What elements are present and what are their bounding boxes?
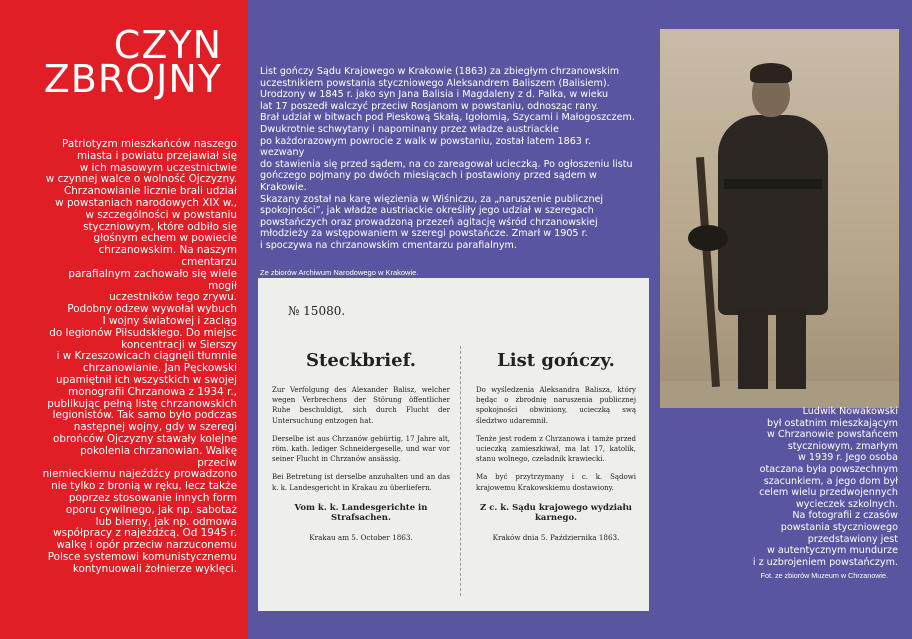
intro-line: publikując pełną listę chrzanowskich bbox=[47, 397, 237, 410]
caption-line: celem wielu przedwojennych bbox=[759, 487, 898, 499]
intro-line: Polsce systemowi komunistycznemu bbox=[47, 550, 237, 563]
intro-line: styczniowym, które odbiło się bbox=[83, 220, 237, 233]
intro-line: w czynnej walce o wolność Ojczyzny. bbox=[45, 173, 237, 186]
polish-column bbox=[476, 350, 636, 542]
title-line-2: ZBROJNY bbox=[43, 57, 222, 101]
intro-line: chrzanowianie. Jan Pęckowski bbox=[82, 362, 237, 375]
hat-shape bbox=[688, 225, 728, 251]
hair-shape bbox=[750, 63, 792, 83]
document-number: № 15080. bbox=[288, 304, 346, 318]
german-signature: Vom k. k. Landesgerichte in Strafsachen. bbox=[294, 502, 428, 523]
german-paragraph: Zur Verfolgung des Alexander Balisz, welcher wegen Verbrechens der Störung öffentlicher Ruhe beschuldigt, sich durch Flucht der Untersuchung entzogen hat. bbox=[272, 386, 450, 425]
caption-line: w autentycznym mundurze bbox=[766, 545, 898, 557]
intro-line: współpracy z najeźdźcą. Od 1945 r. bbox=[53, 527, 237, 540]
intro-line: walkę i opór przeciw narzuconemu bbox=[56, 539, 237, 552]
caption-line: szacunkiem, a jego dom był bbox=[763, 475, 898, 487]
intro-line: i w Krzeszowicach ciągnęli tłumnie bbox=[56, 350, 237, 363]
intro-line: Podobny odzew wywołał wybuch bbox=[67, 303, 237, 316]
story-line: spokojności”, jak władze austriackie określiły jego udział w szeregach bbox=[260, 205, 594, 217]
intro-line: uczestników tego zrywu. bbox=[109, 291, 237, 304]
polish-paragraph: Do wyśledzenia Aleksandra Balisza, który będąc o zbrodnię naruszenia publicznej spokojności obwiniony, ucieczką swą śledztwo udaremnił. bbox=[476, 386, 636, 425]
story-line: powstańczych oraz prowadzoną przezeń agitację wśród chrzanowskiej bbox=[260, 216, 598, 228]
story-line: lat 17 poszedł walczyć przeciw Rosjanom w powstaniu, odnosząc rany. bbox=[260, 100, 599, 112]
story-line: gończego pojmany po dwóch miesiącach i postawiony przed sądem w Krakowie. bbox=[260, 170, 597, 193]
german-paragraph: Derselbe ist aus Chrzanów gebürtig, 17 Jahre alt, röm. kath. lediger Schneidergeselle, und war vor seiner Flucht in Chrzanów ansässig. bbox=[272, 434, 450, 464]
intro-line: koncentracji w Sierszy bbox=[121, 338, 237, 351]
german-paragraph: Bei Betretung ist derselbe anzuhalten und an das k. k. Landesgericht in Krakau zu überliefern. bbox=[272, 473, 450, 492]
story-line: Urodzony w 1845 r. jako syn Jana Balisia i Magdaleny z d. Palka, w wieku bbox=[260, 89, 609, 101]
caption-line: przedstawiony jest bbox=[807, 533, 898, 545]
title-line-1: CZYN bbox=[113, 23, 222, 67]
caption-line: był ostatnim mieszkającym bbox=[766, 417, 898, 429]
coat-shape bbox=[718, 115, 828, 315]
belt-shape bbox=[724, 179, 822, 189]
intro-line: I wojny światowej i zaciąg bbox=[102, 314, 237, 327]
archive-source-note: Ze zbiorów Archiwum Narodowego w Krakowie. bbox=[260, 268, 419, 277]
story-line: List gończy Sądu Krajowego w Krakowie (1863) za zbiegłym chrzanowskim bbox=[260, 66, 620, 77]
polish-signature: Z c. k. Sądu krajowego wydziału karnego. bbox=[480, 502, 632, 523]
polish-heading: List gończy. bbox=[497, 350, 615, 371]
intro-line: miasta i powiatu przejawiał się bbox=[76, 149, 237, 162]
story-line: i spoczywa na chrzanowskim cmentarzu parafialnym. bbox=[260, 239, 517, 251]
intro-line: chrzanowskim. Na naszym cmentarzu bbox=[98, 244, 237, 268]
story-line: Dwukrotnie schwytany i napominany przez władze austriackie bbox=[260, 123, 559, 135]
intro-line: oporu cywilnego, jak np. sabotaż bbox=[65, 503, 237, 516]
section-title bbox=[43, 23, 222, 101]
intro-line: upamiętnił ich wszystkich w swojej bbox=[56, 373, 237, 386]
column-divider bbox=[460, 346, 462, 596]
intro-line: niemieckiemu najeźdźcy prowadzono bbox=[42, 468, 237, 481]
intro-line: w szczególności w powstaniu bbox=[85, 208, 237, 221]
leg-shape bbox=[738, 309, 768, 389]
caption-line: styczniowym, zmarłym bbox=[787, 440, 898, 452]
intro-line: monografii Chrzanowa z 1934 r., bbox=[68, 385, 237, 398]
story-line: Skazany został na karę więzienia w Wiśniczu, za „naruszenie publicznej bbox=[260, 193, 604, 205]
intro-line: Chrzanowianie licznie brali udział bbox=[63, 185, 237, 198]
intro-line: w powstaniach narodowych XIX w., bbox=[55, 196, 237, 209]
intro-line: lub bierny, jak np. odmowa bbox=[95, 515, 237, 528]
insurgent-photograph bbox=[660, 29, 899, 408]
german-heading: Steckbrief. bbox=[306, 350, 416, 371]
intro-line: obrońców Ojczyzny stawały kolejne bbox=[53, 432, 237, 445]
caption-line: Ludwik Nowakowski bbox=[802, 406, 898, 417]
caption-line: i z uzbrojeniem powstańczym. bbox=[752, 556, 898, 568]
intro-line: parafialnym zachowało się wiele mogił bbox=[68, 267, 237, 292]
polish-date: Kraków dnia 5. Października 1863. bbox=[492, 532, 620, 542]
wanted-poster-scan bbox=[258, 278, 649, 611]
intro-line: kontynuowali żołnierze wyklęci. bbox=[72, 562, 237, 575]
intro-line: do legionów Piłsudskiego. Do miejsc bbox=[49, 326, 237, 339]
caption-line: otaczana była powszechnym bbox=[759, 463, 898, 475]
caption-line: Na fotografii z czasów bbox=[792, 510, 898, 522]
story-line: uczestnikiem powstania styczniowego Aleksandrem Baliszem (Balisiem). bbox=[260, 77, 610, 89]
story-line: do stawienia się przed sądem, na co zareagował ucieczką. Po ogłoszeniu listu bbox=[260, 158, 633, 170]
intro-line: głośnym echem w powiecie bbox=[93, 232, 237, 245]
caption-line: w Chrzanowie powstańcem bbox=[767, 429, 898, 441]
intro-text bbox=[42, 139, 237, 575]
intro-line: następnej wojny, gdy w szeregi bbox=[73, 421, 237, 434]
intro-line: legionistów. Tak samo było podczas bbox=[52, 409, 237, 422]
caption-line: powstania styczniowego bbox=[780, 521, 898, 533]
leg-shape bbox=[776, 309, 806, 389]
polish-paragraph: Ma być przytrzymany i c. k. Sądowi krajowemu Krakowskiemu dostawiony. bbox=[476, 473, 636, 492]
intro-line: poprzez stosowanie innych form bbox=[68, 491, 237, 504]
intro-line: Patriotyzm mieszkańców naszego bbox=[62, 138, 237, 150]
german-paragraphs bbox=[272, 385, 450, 493]
intro-line: nie tylko z bronią w ręku, lecz także bbox=[51, 480, 237, 493]
museum-source-note: Fot. ze zbiorów Muzeum w Chrzanowie. bbox=[760, 571, 888, 580]
intro-line: w ich masowym uczestnictwie bbox=[79, 161, 237, 174]
left-sidebar bbox=[0, 0, 248, 639]
caption-line: wycieczek szkolnych. bbox=[795, 498, 898, 510]
photo-caption bbox=[738, 406, 898, 568]
german-column bbox=[272, 350, 450, 542]
german-date: Krakau am 5. October 1863. bbox=[309, 532, 413, 542]
polish-paragraph: Tenże jest rodem z Chrzanowa i tamże przed ucieczką zamieszkiwał, ma lat 17, katolik, stanu wolnego, czeladnik krawiecki. bbox=[476, 434, 636, 464]
rifle-shape bbox=[696, 157, 720, 387]
story-line: Brał udział w bitwach pod Pieskową Skałą, Igołomią, Szycami i Małogoszczem. bbox=[260, 112, 635, 124]
polish-paragraphs bbox=[476, 385, 636, 493]
caption-line: w 1939 r. Jego osoba bbox=[798, 452, 898, 464]
story-line: młodzieży za wstępowaniem w szeregi powstańcze. Zmarł w 1905 r. bbox=[260, 228, 588, 240]
story-text bbox=[260, 66, 638, 252]
intro-line: pokolenia chrzanowian. Walkę przeciw bbox=[80, 444, 237, 469]
content-panel bbox=[248, 0, 912, 639]
story-line: po każdorazowym powrocie z walk w powstaniu, został latem 1863 r. wezwany bbox=[260, 135, 592, 159]
